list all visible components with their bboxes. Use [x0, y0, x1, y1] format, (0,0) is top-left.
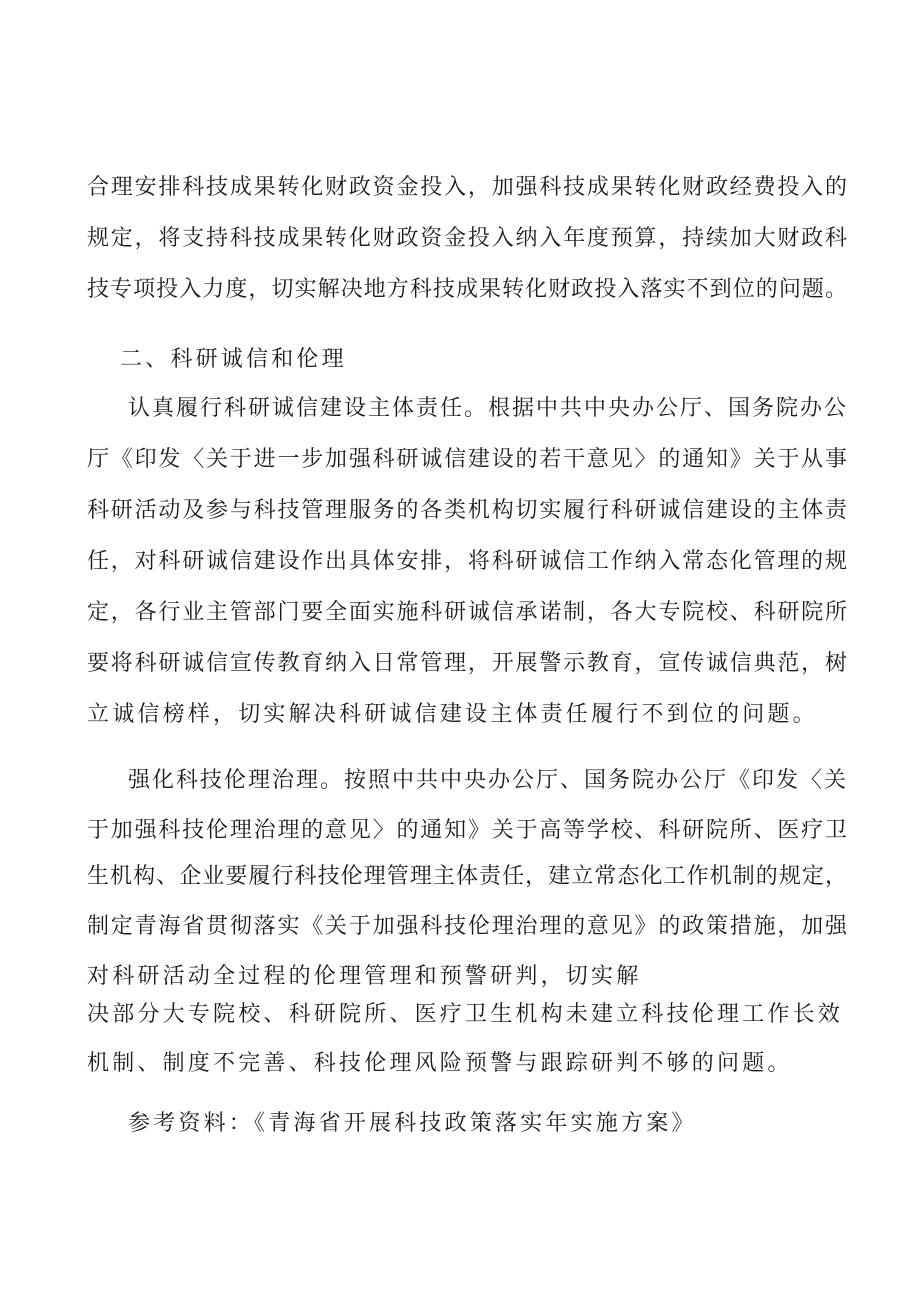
- paragraph-2-line-1: 认真履行科研诚信建设主体责任。根据中共中央办公厅、国务院办公: [128, 396, 846, 421]
- paragraph-2-line-7: 立诚信榜样，切实解决科研诚信建设主体责任履行不到位的问题。: [87, 702, 818, 727]
- paragraph-2-line-2: 厅《印发〈关于进一步加强科研诚信建设的若干意见〉的通知》关于从事: [87, 447, 847, 472]
- paragraph-1-line-1: 合理安排科技成果转化财政资金投入，加强科技成果转化财政经费投入的: [87, 175, 847, 200]
- paragraph-3-line-5: 对科研活动全过程的伦理管理和预警研判，切实解: [87, 964, 642, 989]
- paragraph-3-line-3: 生机构、企业要履行科技伦理管理主体责任，建立常态化工作机制的规定，: [87, 864, 847, 889]
- paragraph-2-line-5: 定，各行业主管部门要全面实施科研诚信承诺制，各大专院校、科研院所: [87, 600, 847, 625]
- section-heading: 二、科研诚信和伦理: [120, 347, 347, 372]
- paragraph-3-line-2: 于加强科技伦理治理的意见〉的通知》关于高等学校、科研院所、医疗卫: [87, 818, 847, 843]
- reference-note: 参考资料：《青海省开展科技政策落实年实施方案》: [128, 1111, 697, 1136]
- paragraph-3-line-4: 制定青海省贯彻落实《关于加强科技伦理治理的意见》的政策措施，加强: [87, 914, 847, 939]
- paragraph-2-line-3: 科研活动及参与科技管理服务的各类机构切实履行科研诚信建设的主体责: [87, 498, 847, 523]
- paragraph-3-line-1: 强化科技伦理治理。按照中共中央办公厅、国务院办公厅《印发〈关: [128, 768, 846, 793]
- paragraph-3-line-6: 决部分大专院校、科研院所、医疗卫生机构未建立科技伦理工作长效: [87, 1002, 844, 1027]
- paragraph-1-line-2: 规定，将支持科技成果转化财政资金投入纳入年度预算，持续加大财政科: [87, 226, 847, 251]
- paragraph-2-line-6: 要将科研诚信宣传教育纳入日常管理，开展警示教育，宣传诚信典范，树: [87, 651, 847, 676]
- paragraph-2-line-4: 任，对科研诚信建设作出具体安排，将科研诚信工作纳入常态化管理的规: [87, 549, 847, 574]
- paragraph-1-line-3: 技专项投入力度，切实解决地方科技成果转化财政投入落实不到位的问题。: [87, 277, 847, 302]
- paragraph-3-line-7: 机制、制度不完善、科技伦理风险预警与跟踪研判不够的问题。: [87, 1051, 793, 1076]
